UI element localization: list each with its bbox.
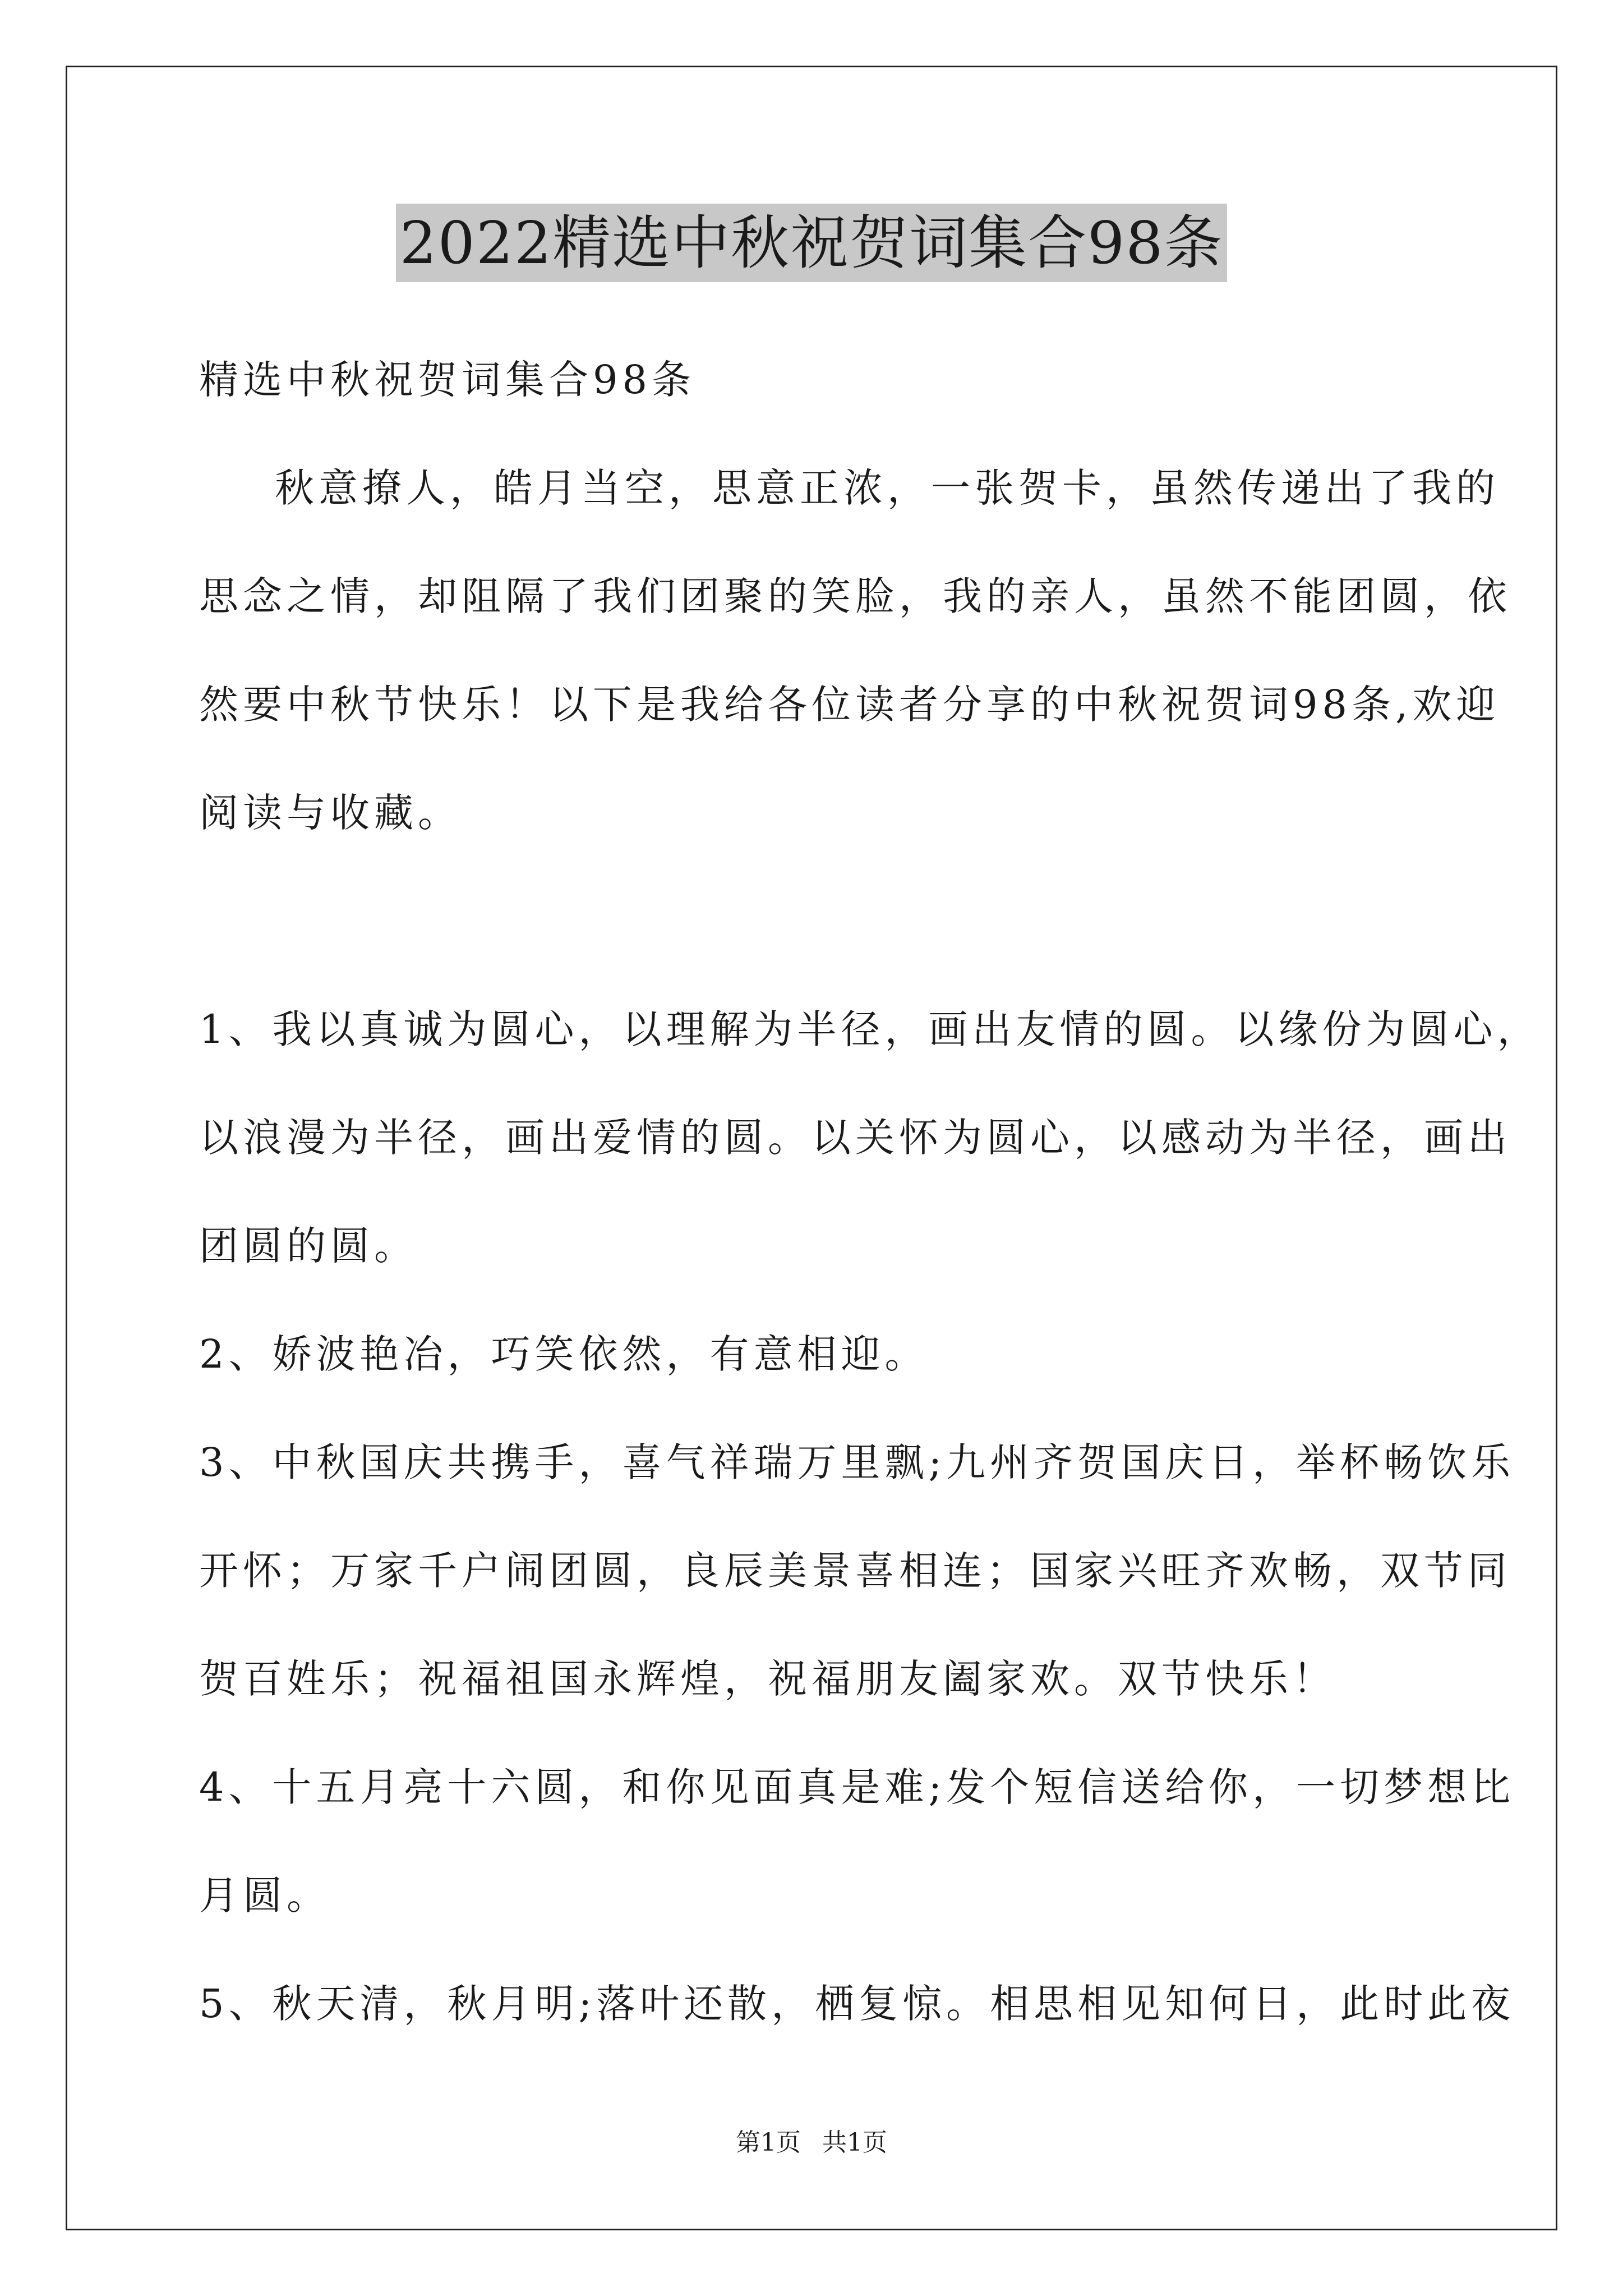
page-total: 共1页	[822, 2128, 887, 2157]
item-4-line-2: 月圆。	[199, 1872, 330, 1918]
item-3-line-1: 3、中秋国庆共携手，喜气祥瑞万里飘;九州齐贺国庆日，举杯畅饮乐	[199, 1439, 1515, 1485]
intro-line-4: 阅读与收藏。	[199, 790, 462, 836]
item-2-line-1: 2、娇波艳冶，巧笑依然，有意相迎。	[199, 1331, 929, 1377]
item-3-line-3: 贺百姓乐；祝福祖国永辉煌，祝福朋友阖家欢。双节快乐！	[199, 1656, 1336, 1702]
item-3-line-2: 开怀；万家千户闹团圆，良辰美景喜相连；国家兴旺齐欢畅，双节同	[199, 1548, 1511, 1594]
title-container	[0, 204, 1623, 282]
document-subtitle: 精选中秋祝贺词集合98条	[199, 357, 696, 403]
item-1-line-3: 团圆的圆。	[199, 1223, 418, 1269]
page-number: 第1页	[736, 2128, 801, 2157]
intro-line-3: 然要中秋节快乐！以下是我给各位读者分享的中秋祝贺词98条,欢迎	[199, 682, 1500, 728]
intro-line-2: 思念之情，却阻隔了我们团聚的笑脸，我的亲人，虽然不能团圆，依	[199, 573, 1511, 619]
item-5-line-1: 5、秋天清，秋月明;落叶还散，栖复惊。相思相见知何日，此时此夜	[199, 1981, 1515, 2027]
item-4-line-1: 4、十五月亮十六圆，和你见面真是难;发个短信送给你，一切梦想比	[199, 1764, 1515, 1810]
document-title: 2022精选中秋祝贺词集合98条	[396, 204, 1227, 282]
item-1-line-1: 1、我以真诚为圆心，以理解为半径，画出友情的圆。以缘份为圆心，	[199, 1006, 1541, 1052]
page-footer	[0, 2126, 1623, 2160]
item-1-line-2: 以浪漫为半径，画出爱情的圆。以关怀为圆心，以感动为半径，画出	[199, 1115, 1511, 1161]
intro-line-1: 秋意撩人，皓月当空，思意正浓，一张贺卡，虽然传递出了我的	[275, 465, 1500, 511]
